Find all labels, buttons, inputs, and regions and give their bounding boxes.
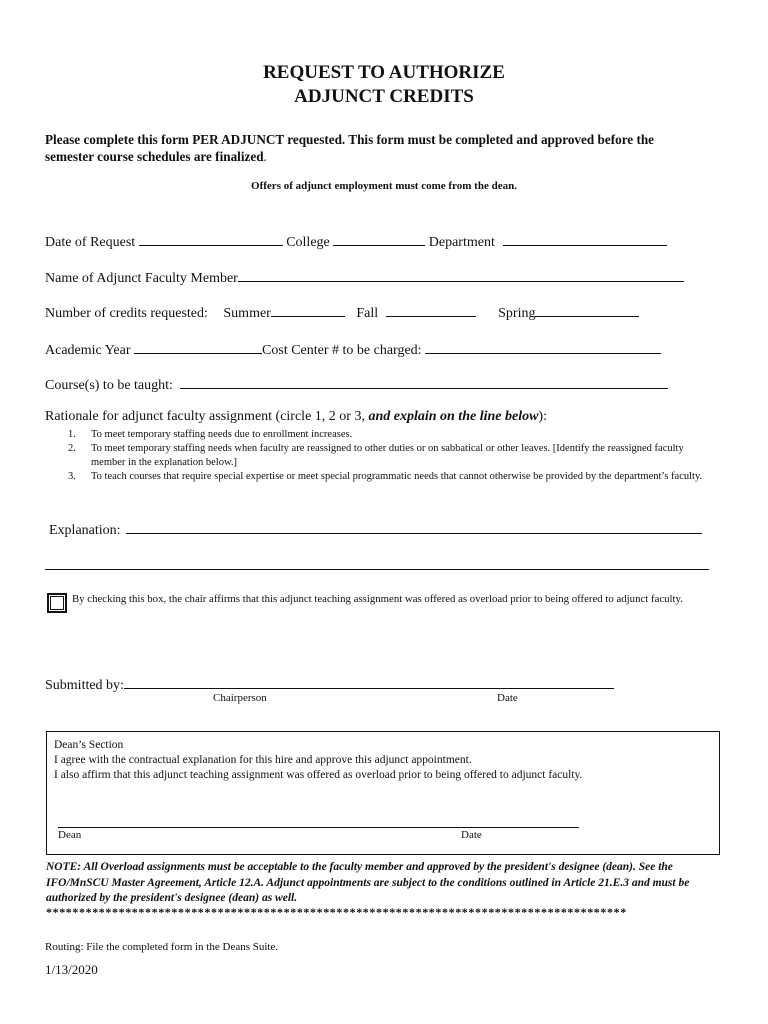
deans-section-heading: Dean’s Section: [54, 739, 124, 751]
rationale-item-3-num: 3.: [68, 471, 76, 482]
deans-section-text: [54, 738, 582, 783]
college-label: College: [286, 235, 330, 250]
explanation-field-1[interactable]: [126, 519, 702, 534]
submission-date-label: Date: [497, 692, 518, 704]
date-of-request-field[interactable]: [139, 231, 283, 246]
adjunct-name-label: Name of Adjunct Faculty Member: [45, 271, 238, 286]
intro-line2: semester course schedules are finalized: [45, 149, 264, 164]
rationale-item-3-text: To teach courses that require special expertise or meet special programmatic needs that cannot otherwise be provided by the department’s faculty.: [91, 471, 703, 482]
deans-section-box: [46, 731, 720, 855]
offers-note: Offers of adjunct employment must come from the dean.: [251, 180, 517, 192]
explanation-field-2[interactable]: [45, 569, 709, 570]
dean-signature-line[interactable]: [58, 827, 579, 828]
academic-year-field[interactable]: [134, 339, 262, 354]
rationale-item-3[interactable]: [46, 470, 718, 484]
cost-center-label: Cost Center # to be charged:: [262, 343, 422, 358]
dean-label: Dean: [58, 829, 82, 841]
deans-section-line2: I also affirm that this adjunct teaching assignment was offered as overload prior to being offered to adjunct faculty.: [54, 769, 583, 781]
summer-label: Summer: [223, 306, 271, 321]
cost-center-field[interactable]: [425, 339, 661, 354]
courses-row: [45, 374, 668, 394]
overload-note: NOTE: All Overload assignments must be acceptable to the faculty member and approved by the president's designee (dean). See the IFO/MnSCU Master Agreement, Article 12.A. Adjunct appointments are subject to the conditions outlined in Article 21.E.3 and must be authorized by the president's designee (dean) as well.: [46, 861, 690, 904]
fall-field[interactable]: [386, 302, 476, 317]
submitted-by-row: [45, 674, 614, 694]
summer-field[interactable]: [271, 302, 345, 317]
overload-affirmation-text: By checking this box, the chair affirms that this adjunct teaching assignment was offered as overload prior to being offered to adjunct faculty.: [72, 593, 683, 605]
overload-affirmation-checkbox[interactable]: [47, 593, 67, 613]
rationale-item-1-num: 1.: [68, 429, 76, 440]
routing-note: Routing: File the completed form in the Deans Suite.: [45, 941, 279, 953]
adjunct-name-row: [45, 267, 684, 287]
submitted-by-field[interactable]: [124, 674, 614, 689]
submitted-by-label: Submitted by:: [45, 678, 124, 693]
version-date: 1/13/2020: [45, 962, 98, 977]
courses-field[interactable]: [180, 374, 668, 389]
spring-field[interactable]: [535, 302, 639, 317]
academic-year-label: Academic Year: [45, 343, 131, 358]
explanation-row: [49, 519, 702, 539]
rationale-label-end: ):: [538, 409, 547, 424]
form-title-line2: ADJUNCT CREDITS: [294, 86, 474, 107]
department-field[interactable]: [503, 231, 667, 246]
courses-label: Course(s) to be taught:: [45, 378, 173, 393]
rationale-emphasis: and explain on the line below: [368, 409, 539, 424]
rationale-item-2-text: To meet temporary staffing needs when faculty are reassigned to other duties or on sabbatical or other leaves. [Identify the reassigned faculty member in the explanation below.]: [91, 443, 684, 468]
intro-line1: Please complete this form PER ADJUNCT requested. This form must be completed and approved before the: [45, 132, 655, 147]
request-info-row: [45, 231, 667, 251]
separator-stars: ****************************************************************************************: [46, 905, 627, 919]
rationale-heading: [45, 409, 547, 425]
intro-line2-period: .: [263, 149, 267, 164]
credits-label: Number of credits requested:: [45, 306, 208, 321]
rationale-label: Rationale for adjunct faculty assignment (circle 1, 2 or 3,: [45, 409, 369, 424]
intro-instructions: [45, 131, 725, 165]
date-of-request-label: Date of Request: [45, 235, 136, 250]
explanation-label: Explanation:: [49, 523, 121, 538]
department-label: Department: [428, 235, 495, 250]
credits-row: [45, 302, 639, 322]
rationale-item-1-text: To meet temporary staffing needs due to enrollment increases.: [91, 429, 353, 440]
intro-line2-wrap: [45, 148, 725, 165]
fall-label: Fall: [356, 306, 379, 321]
rationale-item-2[interactable]: [46, 442, 718, 470]
college-field[interactable]: [333, 231, 425, 246]
spring-label: Spring: [498, 306, 536, 321]
deans-section-line1: I agree with the contractual explanation for this hire and approve this adjunct appointment.: [54, 754, 472, 766]
form-title-line1: REQUEST TO AUTHORIZE: [263, 62, 505, 83]
academic-year-row: [45, 339, 661, 359]
rationale-item-2-num: 2.: [68, 443, 76, 454]
rationale-list: [46, 428, 718, 484]
rationale-item-1[interactable]: [46, 428, 718, 442]
adjunct-name-field[interactable]: [238, 267, 684, 282]
dean-date-label: Date: [461, 829, 482, 841]
chairperson-label: Chairperson: [213, 692, 267, 704]
